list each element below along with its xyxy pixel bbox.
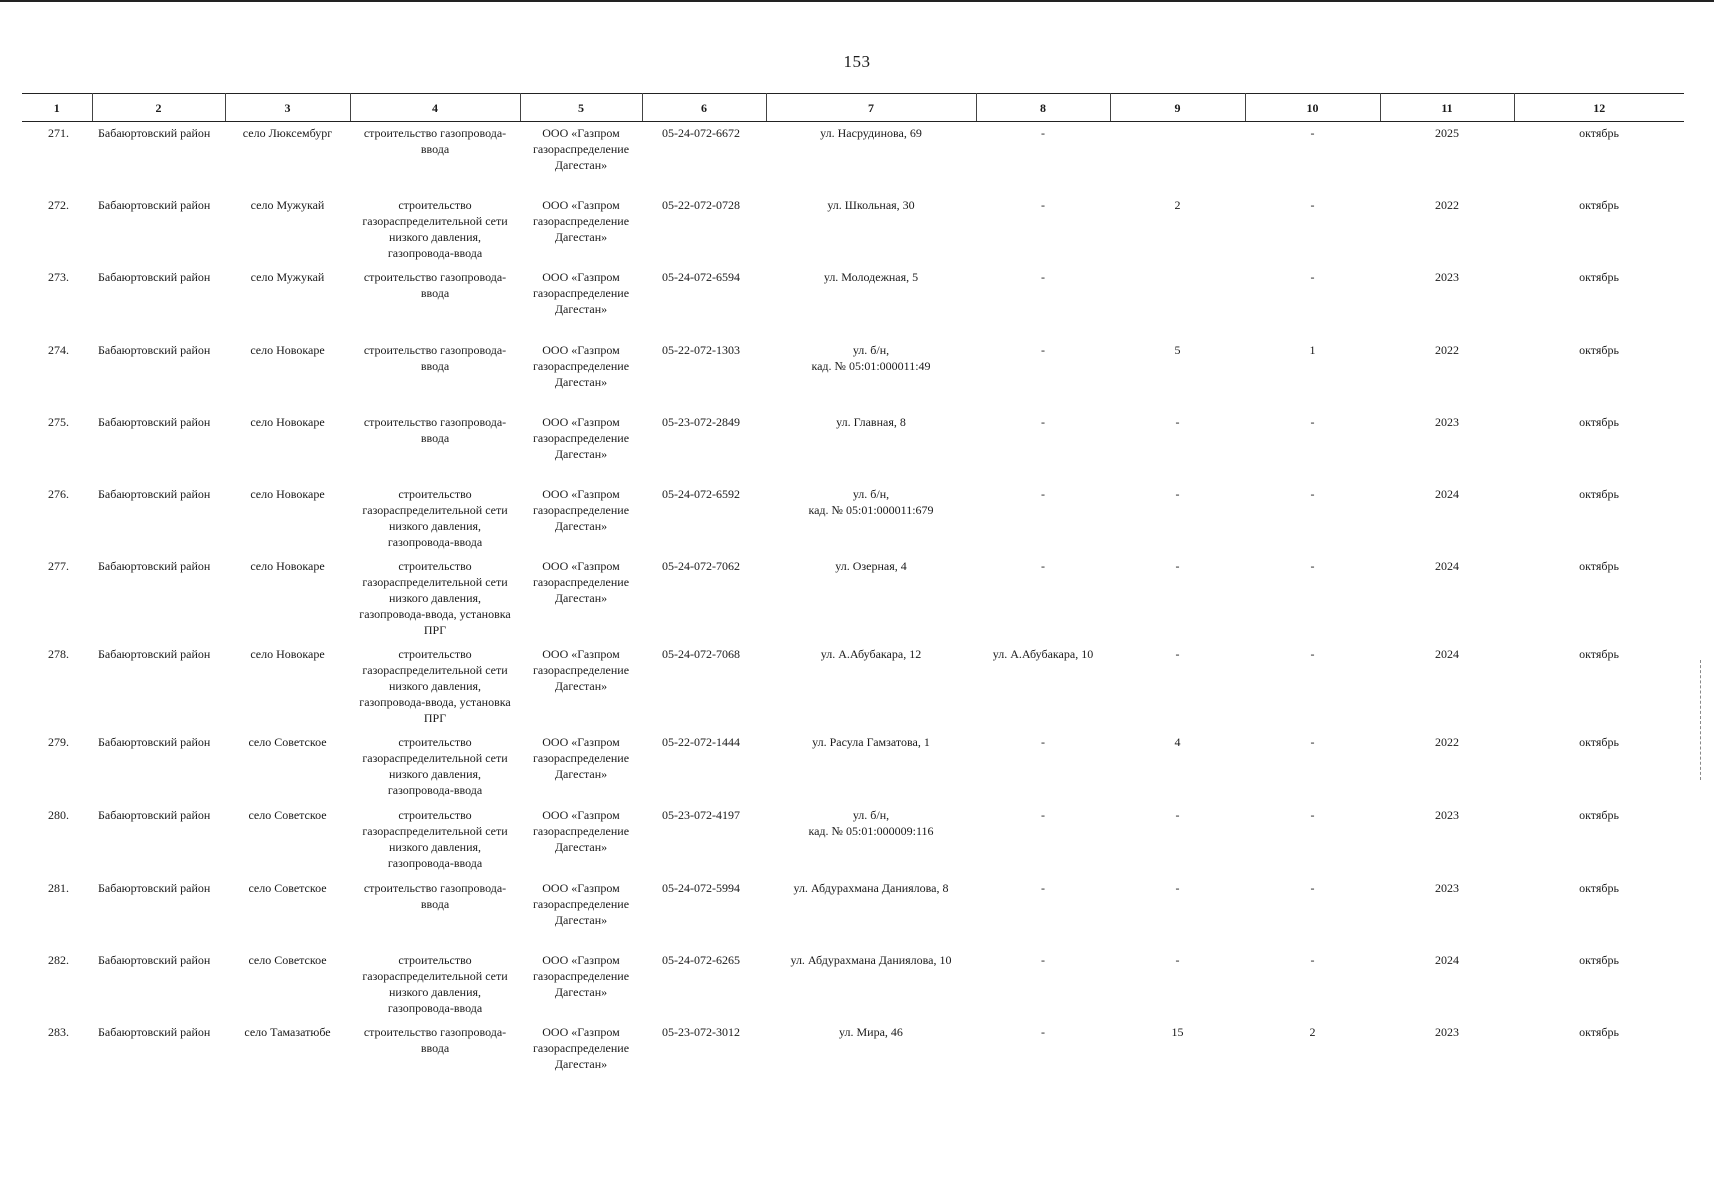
settlement-cell: село Советское (248, 952, 327, 967)
work-description-cell-line: строительство (398, 646, 472, 661)
object-code-cell: 05-24-072-7062 (662, 558, 740, 573)
header-row (22, 94, 1684, 122)
column-9-cell: 2 (1174, 197, 1181, 212)
table-row (22, 483, 1684, 555)
column-8-cell: - (1041, 558, 1045, 573)
object-code-cell: 05-24-072-6672 (662, 126, 740, 140)
address-cell (766, 949, 976, 1021)
settlement-cell: село Советское (248, 880, 327, 895)
work-description-cell (350, 804, 520, 877)
address-cell (766, 194, 976, 266)
work-description-cell-line: низкого давления, (388, 518, 482, 533)
organization-cell-line: Дагестан» (554, 446, 608, 461)
work-description-cell (350, 1021, 520, 1101)
column-8-cell: - (1041, 952, 1045, 967)
work-description-cell-line: газопровода-ввода (387, 534, 483, 549)
column-10-cell: - (1310, 952, 1315, 967)
address-cell (766, 483, 976, 555)
row-number-cell: 275. (48, 414, 69, 429)
object-code-cell: 05-23-072-3012 (662, 1024, 740, 1039)
organization-cell (520, 555, 642, 643)
page-number: 153 (843, 52, 871, 71)
work-description-cell-line: ввода (420, 430, 450, 445)
column-8-cell: - (1041, 1024, 1045, 1039)
column-10-cell: - (1310, 197, 1315, 212)
address-cell (766, 555, 976, 643)
column-10-cell: - (1310, 734, 1315, 749)
work-description-cell-line: строительство газопровода- (363, 414, 507, 429)
column-8-cell: - (1041, 126, 1045, 140)
organization-cell (520, 804, 642, 877)
row-number-cell: 271. (48, 126, 69, 140)
organization-cell-line: ООО «Газпром (542, 734, 620, 749)
organization-cell-line: Дагестан» (554, 1056, 608, 1071)
column-9-cell: - (1175, 646, 1180, 661)
month-cell: октябрь (1579, 342, 1619, 357)
organization-cell-line: газораспределение (532, 1040, 630, 1055)
organization-cell-line: Дагестан» (554, 374, 608, 389)
organization-cell-line: газораспределение (532, 896, 630, 911)
year-cell: 2023 (1435, 269, 1459, 284)
settlement-cell: село Мужукай (250, 197, 325, 212)
column-10-cell: - (1310, 269, 1315, 284)
column-header-5: 5 (520, 94, 642, 122)
address-cell (766, 804, 976, 877)
organization-cell (520, 949, 642, 1021)
organization-cell-line: ООО «Газпром (542, 807, 620, 822)
address-cell (766, 1021, 976, 1101)
table-header (22, 94, 1684, 122)
column-9-cell: - (1175, 414, 1180, 429)
table-row (22, 411, 1684, 483)
table-row (22, 1021, 1684, 1101)
column-8-cell: ул. А.Абубакара, 10 (992, 646, 1094, 661)
district-cell: Бабаюртовский район (98, 414, 211, 429)
month-cell: октябрь (1579, 1024, 1619, 1039)
organization-cell-line: ООО «Газпром (542, 952, 620, 967)
table-row (22, 949, 1684, 1021)
organization-cell-line: газораспределение (532, 968, 630, 983)
organization-cell-line: ООО «Газпром (542, 880, 620, 895)
row-number-cell: 273. (48, 269, 69, 284)
work-description-cell-line: строительство (398, 486, 472, 501)
column-10-cell: - (1310, 558, 1315, 573)
column-8-cell: - (1041, 880, 1045, 895)
table-row (22, 877, 1684, 949)
column-9-cell (1110, 266, 1245, 339)
work-description-cell-line: газопровода-ввода, установка (359, 694, 511, 709)
district-cell: Бабаюртовский район (98, 734, 211, 749)
object-code-cell: 05-24-072-5994 (662, 880, 740, 895)
address-cell-line: ул. Школьная, 30 (827, 197, 915, 212)
column-header-7: 7 (766, 94, 976, 122)
work-description-cell (350, 122, 520, 194)
table-row (22, 804, 1684, 877)
work-description-cell-line: строительство (398, 952, 472, 967)
column-10-cell: - (1310, 486, 1315, 501)
address-cell-line: кад. № 05:01:000011:49 (811, 358, 931, 373)
work-description-cell-line: низкого давления, (388, 590, 482, 605)
object-code-cell: 05-23-072-4197 (662, 807, 740, 822)
table-row (22, 339, 1684, 411)
column-8-cell: - (1041, 807, 1045, 822)
year-cell: 2022 (1435, 734, 1459, 749)
work-description-cell-line: ПРГ (423, 710, 447, 725)
work-description-cell-line: строительство газопровода- (363, 342, 507, 357)
organization-cell (520, 731, 642, 804)
year-cell: 2022 (1435, 197, 1459, 212)
object-code-cell: 05-22-072-1444 (662, 734, 740, 749)
settlement-cell: село Люксембург (242, 126, 333, 140)
row-number-cell: 283. (48, 1024, 69, 1039)
column-header-6: 6 (642, 94, 766, 122)
organization-cell (520, 339, 642, 411)
work-description-cell-line: строительство газопровода- (363, 880, 507, 895)
column-header-10: 10 (1245, 94, 1380, 122)
column-8-cell: - (1041, 342, 1045, 357)
organization-cell-line: ООО «Газпром (542, 269, 620, 284)
organization-cell-line: ООО «Газпром (542, 1024, 620, 1039)
table-row (22, 643, 1684, 731)
work-description-cell-line: низкого давления, (388, 839, 482, 854)
column-9-cell: - (1175, 807, 1180, 822)
year-cell: 2023 (1435, 807, 1459, 822)
address-cell (766, 643, 976, 731)
organization-cell-line: ООО «Газпром (542, 414, 620, 429)
settlement-cell: село Советское (248, 734, 327, 749)
month-cell: октябрь (1579, 807, 1619, 822)
year-cell: 2025 (1435, 126, 1459, 140)
work-description-cell-line: газораспределительной сети (362, 213, 508, 228)
row-number-cell: 272. (48, 197, 69, 212)
column-10-cell: - (1310, 646, 1315, 661)
column-8-cell: - (1041, 197, 1045, 212)
settlement-cell: село Новокаре (250, 558, 325, 573)
organization-cell-line: ООО «Газпром (542, 646, 620, 661)
organization-cell (520, 122, 642, 194)
column-10-cell: 1 (1309, 342, 1316, 357)
work-description-cell-line: газораспределительной сети (362, 574, 508, 589)
year-cell: 2024 (1435, 646, 1459, 661)
district-cell: Бабаюртовский район (98, 880, 211, 895)
column-9-cell: - (1175, 486, 1180, 501)
work-description-cell-line: газораспределительной сети (362, 823, 508, 838)
work-description-cell-line: низкого давления, (388, 678, 482, 693)
column-9-cell: - (1175, 880, 1180, 895)
work-description-cell (350, 483, 520, 555)
column-10-cell: - (1310, 880, 1315, 895)
table-row (22, 194, 1684, 266)
settlement-cell: село Советское (248, 807, 327, 822)
work-description-cell (350, 731, 520, 804)
settlement-cell: село Тамазатюбе (244, 1024, 331, 1039)
organization-cell-line: Дагестан» (554, 912, 608, 927)
work-description-cell-line: строительство (398, 197, 472, 212)
organization-cell (520, 483, 642, 555)
year-cell: 2024 (1435, 558, 1459, 573)
column-8-cell: - (1041, 414, 1045, 429)
district-cell: Бабаюртовский район (98, 646, 211, 661)
organization-cell-line: газораспределение (532, 502, 630, 517)
organization-cell-line: газораспределение (532, 285, 630, 300)
column-8-cell: - (1041, 486, 1045, 501)
district-cell: Бабаюртовский район (98, 1024, 211, 1039)
address-cell-line: ул. А.Абубакара, 12 (820, 646, 922, 661)
address-cell-line: ул. б/н, (852, 486, 890, 501)
address-cell (766, 339, 976, 411)
month-cell: октябрь (1579, 414, 1619, 429)
table-row (22, 122, 1684, 194)
row-number-cell: 274. (48, 342, 69, 357)
work-description-cell (350, 411, 520, 483)
work-description-cell (350, 877, 520, 949)
address-cell-line: ул. Мира, 46 (839, 1024, 903, 1039)
row-number-cell: 282. (48, 952, 69, 967)
column-header-12: 12 (1514, 94, 1684, 122)
month-cell: октябрь (1579, 126, 1619, 140)
scan-edge-marks (1700, 660, 1713, 780)
table-body (22, 122, 1684, 1101)
work-description-cell-line: ПРГ (423, 622, 447, 637)
column-9-cell: - (1175, 952, 1180, 967)
column-10-cell: 2 (1309, 1024, 1316, 1039)
work-description-cell-line: газопровода-ввода, установка (359, 606, 511, 621)
year-cell: 2023 (1435, 414, 1459, 429)
organization-cell-line: Дагестан» (554, 158, 608, 172)
object-code-cell: 05-24-072-6594 (662, 269, 740, 284)
column-10-cell: - (1310, 126, 1315, 140)
settlement-cell: село Новокаре (250, 342, 325, 357)
organization-cell (520, 1021, 642, 1101)
work-description-cell-line: строительство (398, 807, 472, 822)
work-description-cell-line: ввода (420, 358, 450, 373)
work-description-cell-line: ввода (420, 142, 450, 156)
row-number-cell: 281. (48, 880, 69, 895)
object-code-cell: 05-24-072-7068 (662, 646, 740, 661)
column-header-9: 9 (1110, 94, 1245, 122)
organization-cell (520, 411, 642, 483)
work-description-cell (350, 194, 520, 266)
organization-cell-line: газораспределение (532, 358, 630, 373)
column-8-cell: - (1041, 734, 1045, 749)
column-header-11: 11 (1380, 94, 1514, 122)
organization-cell-line: газораспределение (532, 750, 630, 765)
settlement-cell: село Мужукай (250, 269, 325, 284)
work-description-cell-line: низкого давления, (388, 229, 482, 244)
work-description-cell-line: газораспределительной сети (362, 750, 508, 765)
work-description-cell (350, 643, 520, 731)
organization-cell-line: Дагестан» (554, 518, 608, 533)
row-number-cell: 279. (48, 734, 69, 749)
year-cell: 2024 (1435, 952, 1459, 967)
organization-cell (520, 643, 642, 731)
work-description-cell (350, 339, 520, 411)
address-cell-line: ул. Абдурахмана Даниялова, 8 (793, 880, 949, 895)
work-description-cell-line: строительство (398, 558, 472, 573)
settlement-cell: село Новокаре (250, 486, 325, 501)
district-cell: Бабаюртовский район (98, 126, 211, 140)
row-number-cell: 276. (48, 486, 69, 501)
address-cell-line: ул. Главная, 8 (836, 414, 906, 429)
object-code-cell: 05-24-072-6265 (662, 952, 740, 967)
work-description-cell-line: ввода (420, 285, 450, 300)
address-cell-line: ул. б/н, (852, 342, 890, 357)
address-cell-line: ул. Озерная, 4 (835, 558, 907, 573)
year-cell: 2022 (1435, 342, 1459, 357)
organization-cell-line: Дагестан» (554, 839, 608, 854)
district-cell: Бабаюртовский район (98, 269, 211, 284)
organization-cell (520, 194, 642, 266)
work-description-cell-line: ввода (420, 1040, 450, 1055)
year-cell: 2024 (1435, 486, 1459, 501)
column-9-cell: 5 (1174, 342, 1181, 357)
work-description-cell-line: строительство (398, 734, 472, 749)
address-cell (766, 122, 976, 194)
month-cell: октябрь (1579, 734, 1619, 749)
work-description-cell (350, 266, 520, 339)
column-header-1: 1 (22, 94, 92, 122)
work-description-cell-line: газопровода-ввода (387, 245, 483, 260)
organization-cell-line: газораспределение (532, 574, 630, 589)
address-cell (766, 731, 976, 804)
organization-cell-line: газораспределение (532, 430, 630, 445)
column-8-cell: - (1041, 269, 1045, 284)
district-cell: Бабаюртовский район (98, 952, 211, 967)
object-code-cell: 05-24-072-6592 (662, 486, 740, 501)
table-row (22, 266, 1684, 339)
organization-cell-line: Дагестан» (554, 984, 608, 999)
address-cell-line: кад. № 05:01:000011:679 (808, 502, 934, 517)
district-cell: Бабаюртовский район (98, 558, 211, 573)
work-description-cell (350, 555, 520, 643)
column-header-3: 3 (225, 94, 350, 122)
column-9-cell (1110, 122, 1245, 194)
year-cell: 2023 (1435, 880, 1459, 895)
column-header-2: 2 (92, 94, 225, 122)
work-description-cell-line: газопровода-ввода (387, 855, 483, 870)
settlement-cell: село Новокаре (250, 646, 325, 661)
work-description-cell-line: низкого давления, (388, 984, 482, 999)
address-cell (766, 266, 976, 339)
address-cell-line: ул. Насрудинова, 69 (820, 126, 922, 140)
address-cell (766, 411, 976, 483)
organization-cell-line: ООО «Газпром (542, 126, 620, 140)
organization-cell-line: газораспределение (532, 662, 630, 677)
column-9-cell: 4 (1174, 734, 1181, 749)
row-number-cell: 277. (48, 558, 69, 573)
organization-cell-line: Дагестан» (554, 229, 608, 244)
work-description-cell-line: газораспределительной сети (362, 662, 508, 677)
address-cell (766, 877, 976, 949)
organization-cell-line: Дагестан» (554, 590, 608, 605)
organization-cell-line: газораспределение (532, 142, 630, 156)
object-code-cell: 05-22-072-1303 (662, 342, 740, 357)
table-row (22, 731, 1684, 804)
organization-cell-line: Дагестан» (554, 301, 608, 316)
work-description-cell-line: газораспределительной сети (362, 968, 508, 983)
work-description-cell-line: газораспределительной сети (362, 502, 508, 517)
work-description-cell-line: строительство газопровода- (363, 126, 507, 140)
district-cell: Бабаюртовский район (98, 807, 211, 822)
column-10-cell: - (1310, 807, 1315, 822)
organization-cell-line: Дагестан» (554, 678, 608, 693)
top-border-rule (0, 0, 1714, 2)
row-number-cell: 278. (48, 646, 69, 661)
address-cell-line: ул. Расула Гамзатова, 1 (812, 734, 930, 749)
object-code-cell: 05-22-072-0728 (662, 197, 740, 212)
work-description-cell-line: газопровода-ввода (387, 782, 483, 797)
year-cell: 2023 (1435, 1024, 1459, 1039)
column-header-4: 4 (350, 94, 520, 122)
work-description-cell-line: низкого давления, (388, 766, 482, 781)
work-description-cell-line: строительство газопровода- (363, 269, 507, 284)
organization-cell-line: газораспределение (532, 213, 630, 228)
column-9-cell: 15 (1171, 1024, 1184, 1039)
organization-cell-line: ООО «Газпром (542, 342, 620, 357)
address-cell-line: ул. Молодежная, 5 (823, 269, 919, 284)
month-cell: октябрь (1579, 646, 1619, 661)
column-10-cell: - (1310, 414, 1315, 429)
month-cell: октябрь (1579, 880, 1619, 895)
organization-cell-line: ООО «Газпром (542, 558, 620, 573)
column-9-cell: - (1175, 558, 1180, 573)
registry-table (22, 93, 1684, 1101)
settlement-cell: село Новокаре (250, 414, 325, 429)
address-cell-line: ул. б/н, (852, 807, 890, 822)
row-number-cell: 280. (48, 807, 69, 822)
district-cell: Бабаюртовский район (98, 197, 211, 212)
month-cell: октябрь (1579, 952, 1619, 967)
work-description-cell (350, 949, 520, 1021)
organization-cell-line: ООО «Газпром (542, 486, 620, 501)
organization-cell-line: Дагестан» (554, 766, 608, 781)
organization-cell (520, 266, 642, 339)
work-description-cell-line: газопровода-ввода (387, 1000, 483, 1015)
district-cell: Бабаюртовский район (98, 486, 211, 501)
column-header-8: 8 (976, 94, 1110, 122)
address-cell-line: кад. № 05:01:000009:116 (808, 823, 934, 838)
month-cell: октябрь (1579, 197, 1619, 212)
district-cell: Бабаюртовский район (98, 342, 211, 357)
table-row (22, 555, 1684, 643)
work-description-cell-line: строительство газопровода- (363, 1024, 507, 1039)
month-cell: октябрь (1579, 269, 1619, 284)
month-cell: октябрь (1579, 486, 1619, 501)
address-cell-line: ул. Абдурахмана Даниялова, 10 (790, 952, 952, 967)
month-cell: октябрь (1579, 558, 1619, 573)
organization-cell (520, 877, 642, 949)
organization-cell-line: газораспределение (532, 823, 630, 838)
organization-cell-line: ООО «Газпром (542, 197, 620, 212)
object-code-cell: 05-23-072-2849 (662, 414, 740, 429)
work-description-cell-line: ввода (420, 896, 450, 911)
